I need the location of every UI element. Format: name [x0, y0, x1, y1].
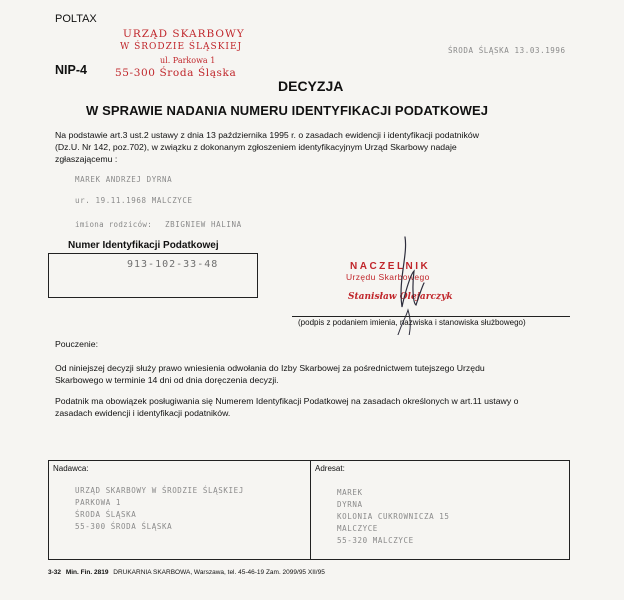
recipient-line-2: DYRNA — [337, 500, 363, 509]
signature-caption: (podpis z podaniem imienia, nazwiska i stanowiska służbowego) — [298, 318, 526, 327]
taxpayer-name: MAREK ANDRZEJ DYRNA — [75, 175, 173, 184]
signature-line — [292, 316, 570, 317]
document-title: DECYZJA — [278, 78, 344, 94]
intro-line-3: zgłaszającemu : — [55, 154, 118, 164]
notice-p1-line2: Skarbowego w terminie 14 dni od dnia doręczenia decyzji. — [55, 375, 279, 385]
footer — [48, 569, 325, 576]
publisher-label: POLTAX — [55, 13, 97, 25]
office-stamp-line2: W ŚRODZIE ŚLĄSKIEJ — [120, 42, 243, 52]
recipient-line-5: 55-320 MALCZYCE — [337, 536, 414, 545]
taxpayer-parents-label: imiona rodziców: — [75, 220, 153, 229]
document-subtitle: W SPRAWIE NADANIA NUMERU IDENTYFIKACJI PODATKOWEJ — [86, 103, 489, 118]
address-divider — [310, 460, 311, 559]
sender-line-2: PARKOWA 1 — [75, 498, 122, 507]
official-stamp-name: Stanisław Olejarczyk — [348, 292, 453, 302]
taxpayer-parents-value: ZBIGNIEW HALINA — [165, 220, 242, 229]
recipient-line-1: MAREK — [337, 488, 363, 497]
sender-label: Nadawca: — [53, 464, 89, 473]
intro-line-2: (Dz.U. Nr 142, poz.702), w związku z dokonanym zgłoszeniem identyfikacyjnym Urząd Skarbowy nadaje — [55, 142, 457, 152]
form-code: NIP-4 — [55, 63, 87, 77]
footer-form-id: 3-32 — [48, 569, 62, 576]
footer-ministry: Min. Fin. 2819 — [65, 569, 109, 576]
place-date: ŚRODA ŚLĄSKA 13.03.1996 — [448, 46, 566, 55]
taxpayer-birth: ur. 19.11.1968 MALCZYCE — [75, 196, 193, 205]
notice-p2-line1: Podatnik ma obowiązek posługiwania się Numerem Identyfikacji Podatkowej na zasadach określonych w art.11 ustawy o — [55, 396, 519, 406]
sender-line-1: URZĄD SKARBOWY W ŚRODZIE ŚLĄSKIEJ — [75, 486, 244, 495]
intro-line-1: Na podstawie art.3 ust.2 ustawy z dnia 13 października 1995 r. o zasadach ewidencji i identyfikacji podatników — [55, 130, 479, 140]
notice-heading: Pouczenie: — [55, 339, 98, 349]
notice-p1-line1: Od niniejszej decyzji służy prawo wniesienia odwołania do Izby Skarbowej za pośrednictwem tutejszego Urzędu — [55, 363, 485, 373]
office-stamp-line1: URZĄD SKARBOWY — [123, 28, 245, 40]
footer-printer: DRUKARNIA SKARBOWA, Warszawa, tel. 45-46-19 Zam. 2099/95 XII/95 — [113, 569, 325, 576]
official-stamp-office: Urzędu Skarbowego — [346, 272, 430, 282]
sender-line-3: ŚRODA ŚLĄSKA — [75, 510, 137, 519]
recipient-line-4: MALCZYCE — [337, 524, 378, 533]
office-stamp-line3: ul. Parkowa 1 — [160, 56, 216, 65]
official-stamp-title: NACZELNIK — [350, 261, 431, 272]
sender-line-4: 55-300 ŚRODA ŚLĄSKA — [75, 522, 173, 531]
recipient-line-3: KOLONIA CUKROWNICZA 15 — [337, 512, 450, 521]
recipient-label: Adresat: — [315, 464, 345, 473]
nip-label: Numer Identyfikacji Podatkowej — [68, 240, 219, 251]
nip-value: 913-102-33-48 — [127, 259, 219, 270]
office-stamp-line4: 55-300 Środa Śląska — [115, 67, 237, 79]
notice-p2-line2: zasadach ewidencji i identyfikacji podatników. — [55, 408, 231, 418]
